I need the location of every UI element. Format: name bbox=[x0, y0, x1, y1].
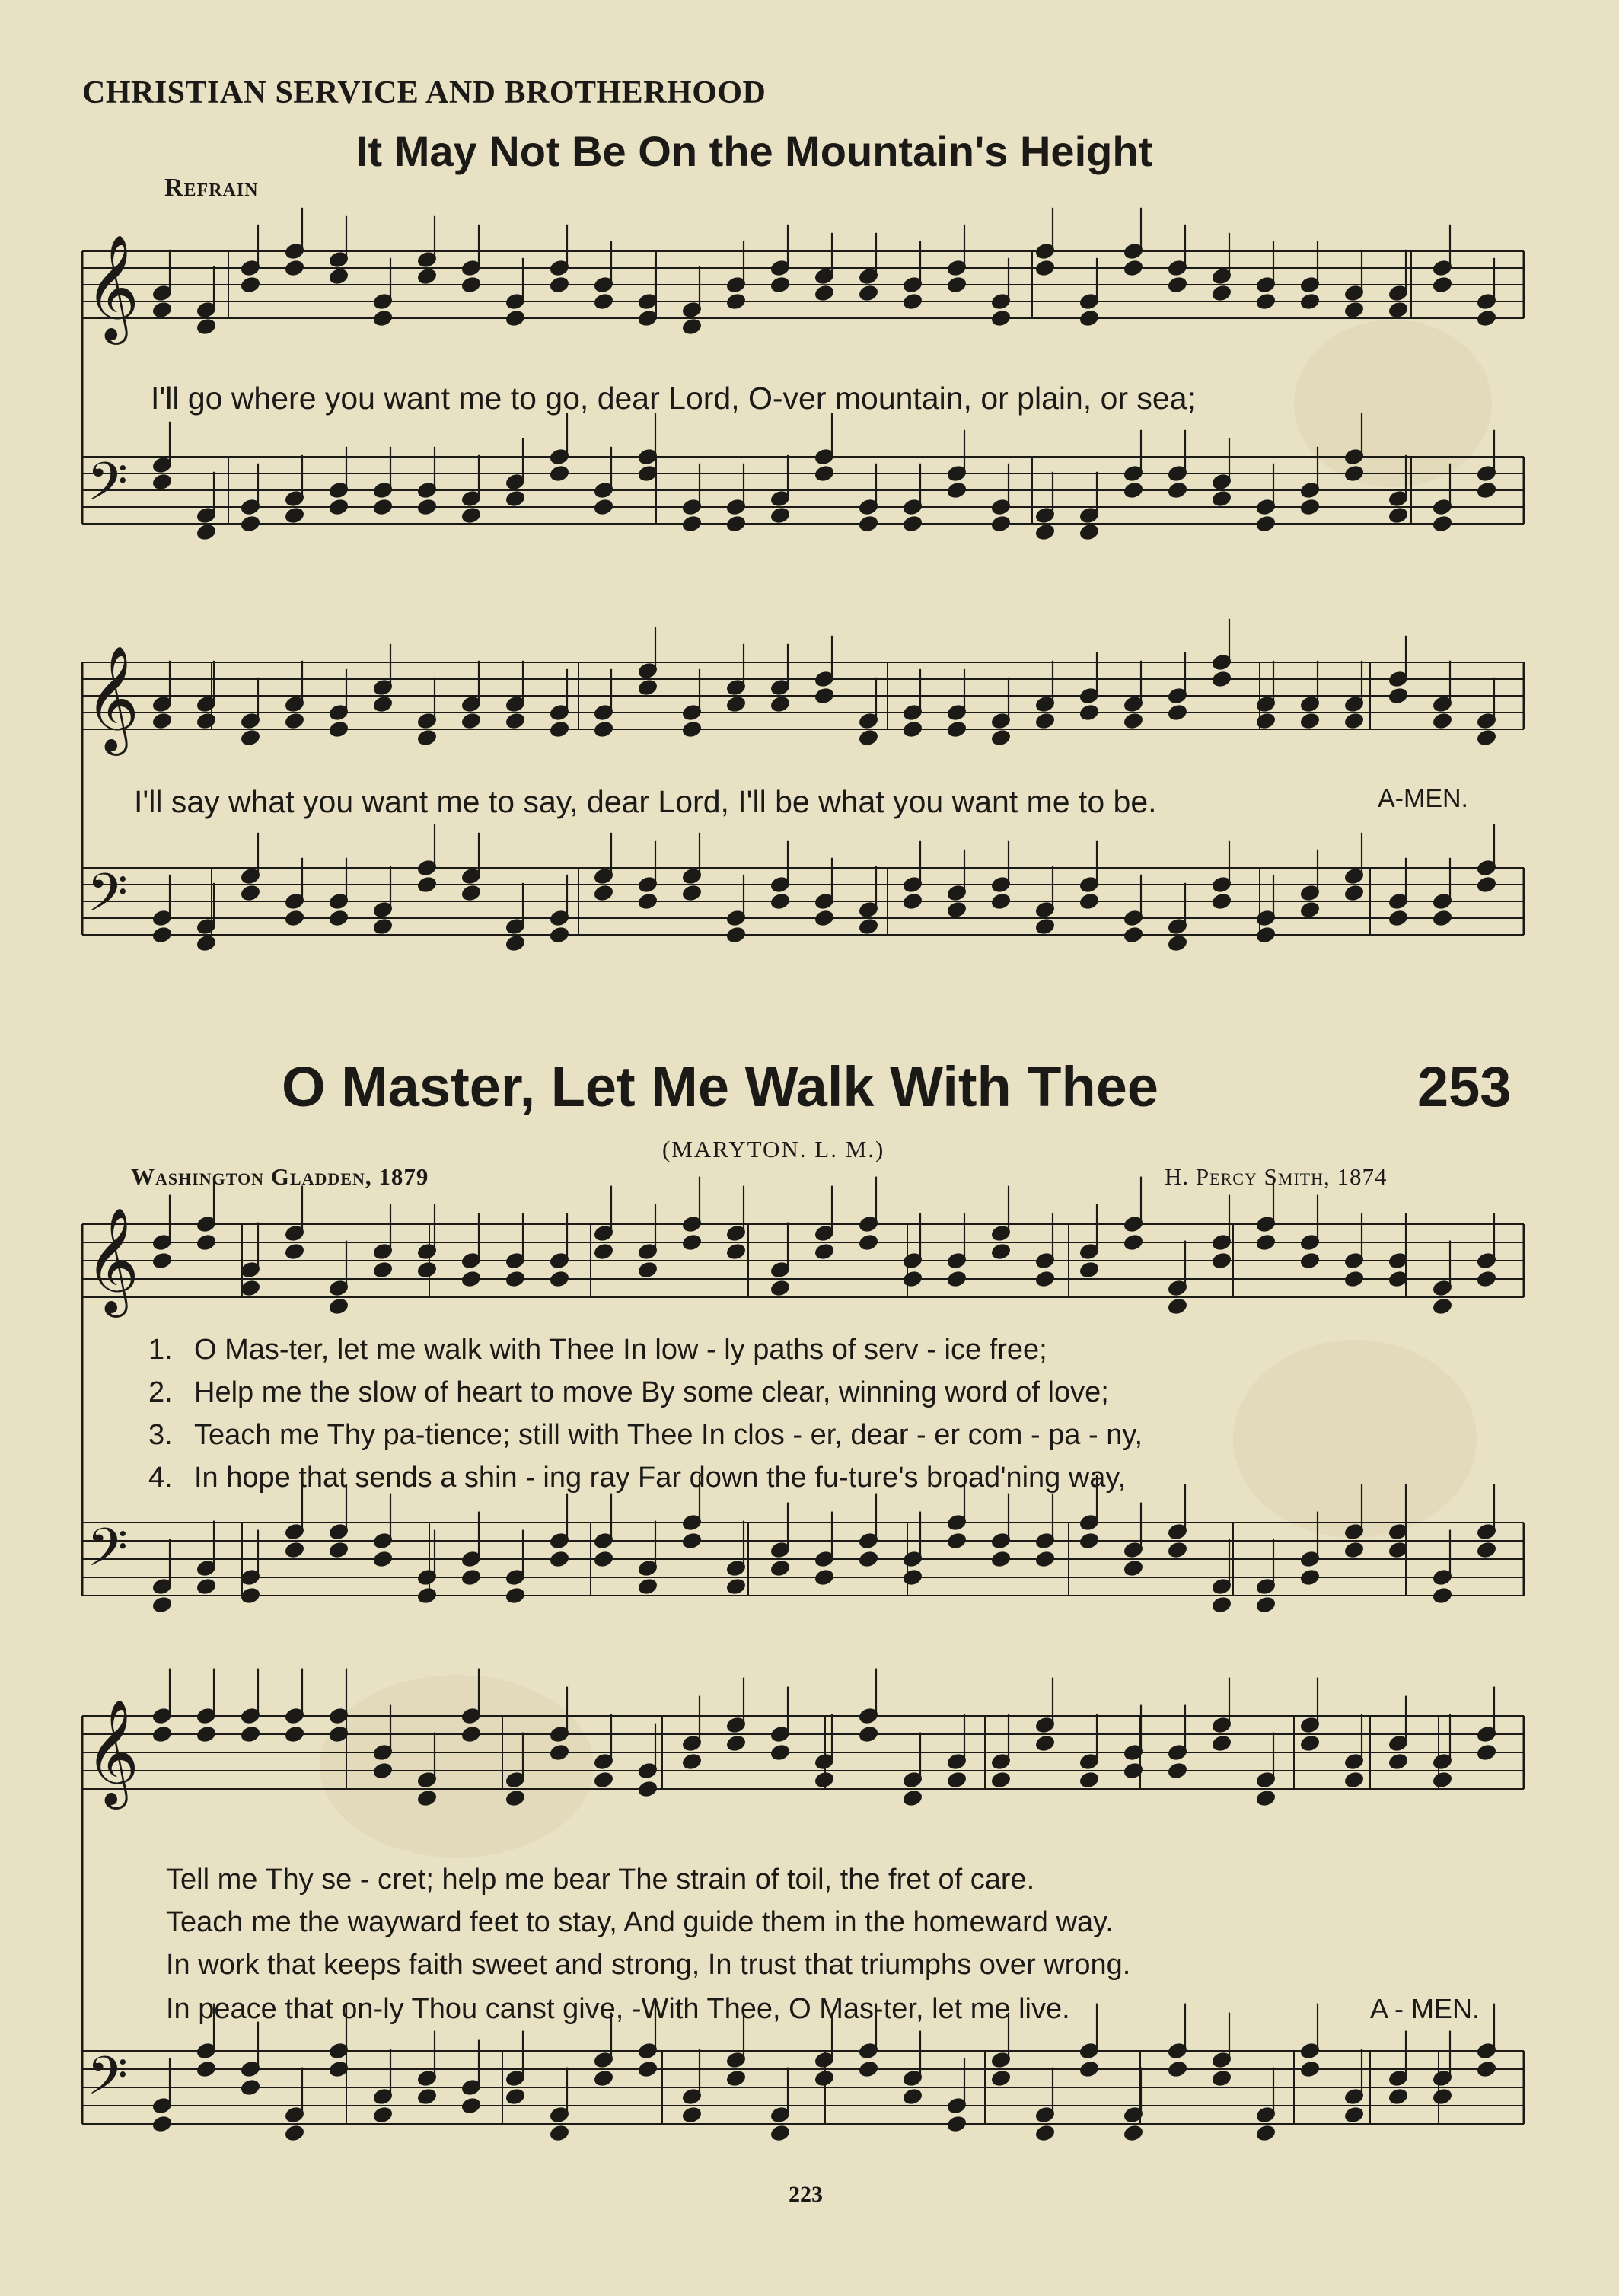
notehead bbox=[1168, 2061, 1187, 2078]
notehead bbox=[903, 2088, 923, 2106]
amen-label: A - MEN. bbox=[1370, 1993, 1480, 2024]
notehead bbox=[550, 926, 569, 944]
notehead bbox=[859, 1551, 878, 1568]
notehead bbox=[903, 1271, 923, 1288]
notehead bbox=[1035, 524, 1055, 541]
notehead bbox=[1256, 713, 1276, 730]
notehead bbox=[947, 1771, 967, 1789]
notehead bbox=[373, 1762, 393, 1780]
notehead bbox=[417, 729, 437, 747]
lyric-line: I'll say what you want me to say, dear Lord, I'll be what you want me to be. bbox=[134, 784, 1157, 819]
notehead bbox=[1256, 515, 1276, 533]
notehead bbox=[1388, 507, 1408, 525]
notehead bbox=[1168, 482, 1187, 499]
notehead bbox=[1300, 293, 1320, 311]
notehead bbox=[991, 893, 1011, 910]
clef-glyph: 𝄞 bbox=[85, 646, 139, 751]
notehead bbox=[550, 721, 569, 738]
notehead bbox=[285, 507, 304, 525]
notehead bbox=[152, 713, 172, 730]
notehead bbox=[859, 285, 878, 302]
notehead bbox=[770, 1560, 790, 1577]
notehead bbox=[903, 721, 923, 738]
lyric-line: I'll go where you want me to go, dear Lord, O-ver mountain, or plain, or sea; bbox=[151, 381, 1196, 416]
notehead bbox=[241, 2079, 260, 2097]
notehead bbox=[1477, 310, 1496, 327]
notehead bbox=[947, 2116, 967, 2133]
verse-number: 1. bbox=[148, 1334, 173, 1366]
notehead bbox=[947, 1271, 967, 1288]
notehead bbox=[770, 507, 790, 525]
notehead bbox=[1477, 1744, 1496, 1762]
notehead bbox=[1212, 1252, 1232, 1270]
clef-glyph: 𝄢 bbox=[87, 451, 129, 525]
notehead bbox=[638, 310, 658, 327]
notehead bbox=[1388, 910, 1408, 927]
notehead bbox=[285, 260, 304, 277]
clef-glyph: 𝄞 bbox=[85, 234, 139, 340]
notehead bbox=[1256, 293, 1276, 311]
notehead bbox=[1388, 687, 1408, 705]
notehead bbox=[550, 1744, 569, 1762]
notehead bbox=[196, 1726, 216, 1743]
notehead bbox=[1477, 729, 1496, 747]
notehead bbox=[903, 893, 923, 910]
notehead bbox=[1433, 515, 1452, 533]
notehead bbox=[196, 935, 216, 952]
notehead bbox=[196, 2061, 216, 2078]
notehead bbox=[638, 1781, 658, 1798]
notehead bbox=[329, 499, 349, 516]
notehead bbox=[1123, 2125, 1143, 2142]
notehead bbox=[329, 910, 349, 927]
notehead bbox=[947, 1532, 967, 1550]
notehead bbox=[1079, 310, 1099, 327]
notehead bbox=[594, 885, 613, 902]
notehead bbox=[1035, 1735, 1055, 1752]
clef-glyph: 𝄞 bbox=[85, 1699, 139, 1805]
notehead bbox=[682, 1234, 702, 1252]
amen-label: A-MEN. bbox=[1378, 784, 1468, 813]
notehead bbox=[1168, 1298, 1187, 1315]
page-number: 223 bbox=[789, 2182, 823, 2207]
notehead bbox=[1433, 1771, 1452, 1789]
notehead bbox=[1344, 1542, 1364, 1559]
notehead bbox=[682, 515, 702, 533]
notehead bbox=[1212, 285, 1232, 302]
notehead bbox=[285, 910, 304, 927]
notehead bbox=[594, 2070, 613, 2087]
notehead bbox=[1123, 260, 1143, 277]
notehead bbox=[947, 482, 967, 499]
notehead bbox=[285, 1542, 304, 1559]
notehead bbox=[814, 465, 834, 483]
notehead bbox=[550, 1551, 569, 1568]
section-heading: CHRISTIAN SERVICE AND BROTHERHOOD bbox=[82, 75, 766, 110]
clef-glyph: 𝄢 bbox=[87, 862, 129, 936]
notehead bbox=[1079, 1261, 1099, 1279]
notehead bbox=[285, 713, 304, 730]
notehead bbox=[550, 465, 569, 483]
notehead bbox=[196, 713, 216, 730]
notehead bbox=[241, 1280, 260, 1297]
verse-line bbox=[148, 1419, 1143, 1452]
notehead bbox=[1433, 1298, 1452, 1315]
notehead bbox=[1256, 1790, 1276, 1807]
notehead bbox=[329, 1542, 349, 1559]
verse-number: 3. bbox=[148, 1419, 173, 1451]
refrain-label: Refrain bbox=[164, 174, 259, 202]
notehead bbox=[638, 465, 658, 483]
notehead bbox=[373, 696, 393, 713]
notehead bbox=[329, 1298, 349, 1315]
notehead bbox=[1433, 2088, 1452, 2106]
notehead bbox=[859, 729, 878, 747]
notehead bbox=[196, 318, 216, 336]
notehead bbox=[1079, 704, 1099, 722]
notehead bbox=[814, 1243, 834, 1261]
notehead bbox=[1079, 1532, 1099, 1550]
notehead bbox=[903, 293, 923, 311]
notehead bbox=[1344, 885, 1364, 902]
notehead bbox=[1477, 1542, 1496, 1559]
notehead bbox=[682, 1532, 702, 1550]
notehead bbox=[196, 524, 216, 541]
notehead bbox=[991, 310, 1011, 327]
notehead bbox=[1123, 926, 1143, 944]
notehead bbox=[770, 1280, 790, 1297]
notehead bbox=[594, 1771, 613, 1789]
notehead bbox=[638, 2061, 658, 2078]
notehead bbox=[1123, 482, 1143, 499]
notehead bbox=[682, 1753, 702, 1771]
notehead bbox=[859, 1234, 878, 1252]
verse-line: In work that keeps faith sweet and strong, In trust that triumphs over wrong. bbox=[166, 1949, 1131, 1981]
notehead bbox=[505, 2088, 525, 2106]
notehead bbox=[461, 2097, 481, 2115]
notehead bbox=[1079, 893, 1099, 910]
notehead bbox=[726, 696, 746, 713]
notehead bbox=[859, 515, 878, 533]
notehead bbox=[814, 1771, 834, 1789]
notehead bbox=[329, 721, 349, 738]
notehead bbox=[1212, 1735, 1232, 1752]
notehead bbox=[1212, 893, 1232, 910]
notehead bbox=[241, 515, 260, 533]
notehead bbox=[1344, 301, 1364, 319]
notehead bbox=[373, 2106, 393, 2124]
notehead bbox=[1344, 2106, 1364, 2124]
notehead bbox=[814, 285, 834, 302]
notehead bbox=[770, 2125, 790, 2142]
notehead bbox=[814, 910, 834, 927]
notehead bbox=[638, 893, 658, 910]
notehead bbox=[991, 1771, 1011, 1789]
notehead bbox=[196, 1234, 216, 1252]
notehead bbox=[682, 885, 702, 902]
notehead bbox=[241, 885, 260, 902]
notehead bbox=[1123, 1560, 1143, 1577]
notehead bbox=[1300, 2061, 1320, 2078]
notehead bbox=[550, 1271, 569, 1288]
notehead bbox=[1168, 704, 1187, 722]
notehead bbox=[682, 318, 702, 336]
verse-number: 4. bbox=[148, 1462, 173, 1494]
notehead bbox=[1212, 490, 1232, 508]
notehead bbox=[770, 1744, 790, 1762]
notehead bbox=[1168, 1762, 1187, 1780]
notehead bbox=[726, 1735, 746, 1752]
clef-glyph: 𝄢 bbox=[87, 1516, 129, 1591]
notehead bbox=[1168, 276, 1187, 294]
verse-line: Teach me the wayward feet to stay, And guide them in the homeward way. bbox=[166, 1906, 1114, 1938]
notehead bbox=[505, 310, 525, 327]
notehead bbox=[1168, 1542, 1187, 1559]
notehead bbox=[505, 935, 525, 952]
notehead bbox=[1123, 1234, 1143, 1252]
notehead bbox=[638, 679, 658, 697]
notehead bbox=[594, 499, 613, 516]
verse-text: In hope that sends a shin - ing ray Far down the fu-ture's broad'ning way, bbox=[194, 1462, 1127, 1494]
clef-glyph: 𝄞 bbox=[85, 1207, 139, 1313]
notehead bbox=[417, 499, 437, 516]
notehead bbox=[461, 1726, 481, 1743]
notehead bbox=[1477, 2061, 1496, 2078]
notehead bbox=[417, 1261, 437, 1279]
notehead bbox=[1344, 1271, 1364, 1288]
notehead bbox=[505, 713, 525, 730]
notehead bbox=[1256, 1596, 1276, 1614]
composer-credit: H. Percy Smith, 1874 bbox=[1165, 1163, 1388, 1190]
notehead bbox=[903, 515, 923, 533]
notehead bbox=[770, 276, 790, 294]
notehead bbox=[726, 293, 746, 311]
notehead bbox=[1477, 482, 1496, 499]
notehead bbox=[1079, 524, 1099, 541]
notehead bbox=[1388, 1753, 1408, 1771]
notehead bbox=[373, 1261, 393, 1279]
notehead bbox=[1300, 901, 1320, 919]
notehead bbox=[1300, 499, 1320, 516]
verse-line: In peace that on-ly Thou canst give, -With Thee, O Mas-ter, let me live. bbox=[166, 1993, 1070, 2025]
notehead bbox=[638, 1578, 658, 1596]
notehead bbox=[1344, 713, 1364, 730]
notehead bbox=[991, 1551, 1011, 1568]
notehead bbox=[814, 1569, 834, 1586]
notehead bbox=[461, 885, 481, 902]
notehead bbox=[947, 276, 967, 294]
notehead bbox=[991, 729, 1011, 747]
notehead bbox=[241, 1587, 260, 1605]
notehead bbox=[947, 721, 967, 738]
notehead bbox=[461, 276, 481, 294]
notehead bbox=[991, 2070, 1011, 2087]
notehead bbox=[417, 1790, 437, 1807]
notehead bbox=[1344, 1771, 1364, 1789]
verse-text: Help me the slow of heart to move By some clear, winning word of love; bbox=[194, 1376, 1109, 1408]
notehead bbox=[152, 1726, 172, 1743]
notehead bbox=[461, 713, 481, 730]
notehead bbox=[373, 499, 393, 516]
notehead bbox=[505, 1587, 525, 1605]
verse-text: Teach me Thy pa-tience; still with Thee In clos - er, dear - er com - pa - ny, bbox=[194, 1419, 1143, 1451]
notehead bbox=[859, 918, 878, 936]
notehead bbox=[594, 1551, 613, 1568]
notehead bbox=[1433, 276, 1452, 294]
notehead bbox=[1388, 2088, 1408, 2106]
notehead bbox=[152, 1252, 172, 1270]
notehead bbox=[461, 507, 481, 525]
verse-line bbox=[148, 1334, 1047, 1366]
notehead bbox=[329, 268, 349, 285]
notehead bbox=[1035, 1271, 1055, 1288]
verse-line bbox=[148, 1376, 1109, 1409]
notehead bbox=[814, 2070, 834, 2087]
notehead bbox=[726, 1578, 746, 1596]
notehead bbox=[1079, 2061, 1099, 2078]
notehead bbox=[417, 268, 437, 285]
notehead bbox=[1212, 2070, 1232, 2087]
notehead bbox=[682, 721, 702, 738]
verse-text: O Mas-ter, let me walk with Thee In low - ly paths of serv - ice free; bbox=[194, 1334, 1047, 1366]
notehead bbox=[1035, 1551, 1055, 1568]
notehead bbox=[814, 687, 834, 705]
notehead bbox=[1256, 2125, 1276, 2142]
notehead bbox=[550, 2125, 569, 2142]
notehead bbox=[505, 490, 525, 508]
notehead bbox=[1256, 926, 1276, 944]
notehead bbox=[241, 276, 260, 294]
notehead bbox=[373, 1551, 393, 1568]
notehead bbox=[991, 515, 1011, 533]
notehead bbox=[417, 1587, 437, 1605]
notehead bbox=[461, 1271, 481, 1288]
notehead bbox=[373, 918, 393, 936]
author-credit: Washington Gladden, 1879 bbox=[131, 1163, 429, 1190]
notehead bbox=[152, 926, 172, 944]
notehead bbox=[373, 310, 393, 327]
notehead bbox=[152, 474, 172, 491]
notehead bbox=[1212, 1596, 1232, 1614]
notehead bbox=[1300, 1569, 1320, 1586]
notehead bbox=[152, 2116, 172, 2133]
notehead bbox=[947, 901, 967, 919]
tune-name: (MARYTON. L. M.) bbox=[662, 1136, 885, 1162]
notehead bbox=[682, 2106, 702, 2124]
notehead bbox=[241, 729, 260, 747]
notehead bbox=[152, 1596, 172, 1614]
hymn-title: It May Not Be On the Mountain's Height bbox=[356, 127, 1153, 175]
notehead bbox=[638, 1261, 658, 1279]
notehead bbox=[1344, 465, 1364, 483]
notehead bbox=[417, 876, 437, 894]
notehead bbox=[726, 926, 746, 944]
notehead bbox=[903, 1790, 923, 1807]
notehead bbox=[1300, 713, 1320, 730]
notehead bbox=[726, 2070, 746, 2087]
notehead bbox=[1477, 1271, 1496, 1288]
notehead bbox=[1212, 671, 1232, 688]
notehead bbox=[550, 276, 569, 294]
notehead bbox=[1168, 935, 1187, 952]
notehead bbox=[726, 515, 746, 533]
notehead bbox=[1388, 301, 1408, 319]
notehead bbox=[1035, 260, 1055, 277]
notehead bbox=[1035, 918, 1055, 936]
notehead bbox=[594, 721, 613, 738]
notehead bbox=[594, 1243, 613, 1261]
notehead bbox=[991, 1243, 1011, 1261]
notehead bbox=[594, 293, 613, 311]
notehead bbox=[1123, 713, 1143, 730]
clef-glyph: 𝄢 bbox=[87, 2045, 129, 2119]
notehead bbox=[505, 1790, 525, 1807]
notehead bbox=[1433, 1587, 1452, 1605]
notehead bbox=[417, 2088, 437, 2106]
verse-line bbox=[148, 1462, 1126, 1494]
notehead bbox=[859, 2061, 878, 2078]
notehead bbox=[285, 2125, 304, 2142]
notehead bbox=[1079, 1771, 1099, 1789]
notehead bbox=[1300, 1252, 1320, 1270]
notehead bbox=[903, 1569, 923, 1586]
notehead bbox=[1477, 876, 1496, 894]
notehead bbox=[859, 1726, 878, 1743]
notehead bbox=[285, 1243, 304, 1261]
notehead bbox=[241, 1726, 260, 1743]
notehead bbox=[285, 1726, 304, 1743]
notehead bbox=[1035, 713, 1055, 730]
notehead bbox=[461, 1569, 481, 1586]
notehead bbox=[770, 893, 790, 910]
notehead bbox=[1035, 2125, 1055, 2142]
notehead bbox=[505, 1271, 525, 1288]
notehead bbox=[726, 1243, 746, 1261]
notehead bbox=[196, 1578, 216, 1596]
notehead bbox=[1433, 910, 1452, 927]
hymn-number: 253 bbox=[1417, 1055, 1512, 1118]
notehead bbox=[770, 696, 790, 713]
verse-line: Tell me Thy se - cret; help me bear The strain of toil, the fret of care. bbox=[166, 1864, 1035, 1896]
notehead bbox=[1256, 1234, 1276, 1252]
notehead bbox=[1433, 713, 1452, 730]
hymn-title: O Master, Let Me Walk With Thee bbox=[282, 1055, 1159, 1118]
verse-number: 2. bbox=[148, 1376, 173, 1408]
notehead bbox=[1300, 1735, 1320, 1752]
notehead bbox=[152, 301, 172, 319]
